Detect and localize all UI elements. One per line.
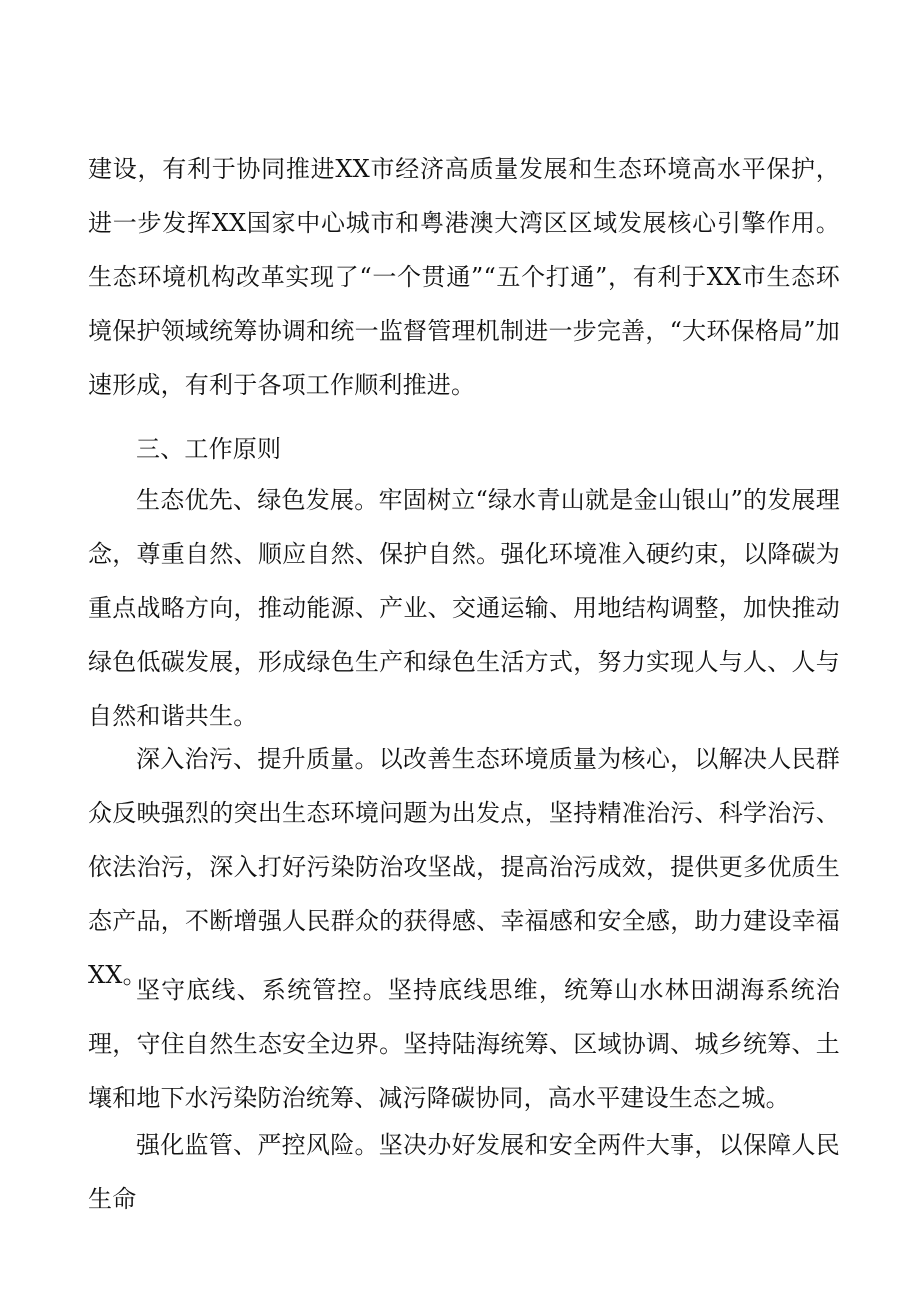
paragraph-risk-control (88, 1118, 840, 1226)
paragraph-bottom-line (88, 963, 840, 1125)
paragraph-ecology-priority (88, 473, 840, 743)
paragraph-text: 生态优先、绿色发展。牢固树立“绿水青山就是金山银山”的发展理念，尊重自然、顺应自然、保护自然。强化环境准入硬约束，以降碳为重点战略方向，推动能源、产业、交通运输、用地结构调整，加快推动绿色低碳发展，形成绿色生产和绿色生活方式，努力实现人与人、人与自然和谐共生。 (88, 486, 840, 730)
paragraph-text: 深入治污、提升质量。以改善生态环境质量为核心，以解决人民群众反映强烈的突出生态环境问题为出发点，坚持精准治污、科学治污、依法治污，深入打好污染防治攻坚战，提高治污成效，提供更多优质生态产品，不断增强人民群众的获得感、幸福感和安全感，助力建设幸福XX。 (88, 745, 840, 989)
paragraph-continuation (88, 142, 840, 412)
section-heading (88, 422, 840, 476)
paragraph-pollution-control (88, 732, 840, 1002)
paragraph-text: 强化监管、严控风险。坚决办好发展和安全两件大事，以保障人民生命 (88, 1131, 840, 1213)
paragraph-text: 建设，有利于协同推进XX市经济高质量发展和生态环境高水平保护，进一步发挥XX国家中心城市和粤港澳大湾区区域发展核心引擎作用。生态环境机构改革实现了“一个贯通”“五个打通”，有利于XX市生态环境保护领域统筹协调和统一监督管理机制进一步完善，“大环保格局”加速形成，有利于各项工作顺利推进。 (88, 155, 840, 399)
paragraph-text: 坚守底线、系统管控。坚持底线思维，统筹山水林田湖海系统治理，守住自然生态安全边界。坚持陆海统筹、区域协调、城乡统筹、土壤和地下水污染防治统筹、减污降碳协同，高水平建设生态之城。 (88, 976, 840, 1112)
section-heading-text: 三、工作原则 (136, 435, 282, 463)
